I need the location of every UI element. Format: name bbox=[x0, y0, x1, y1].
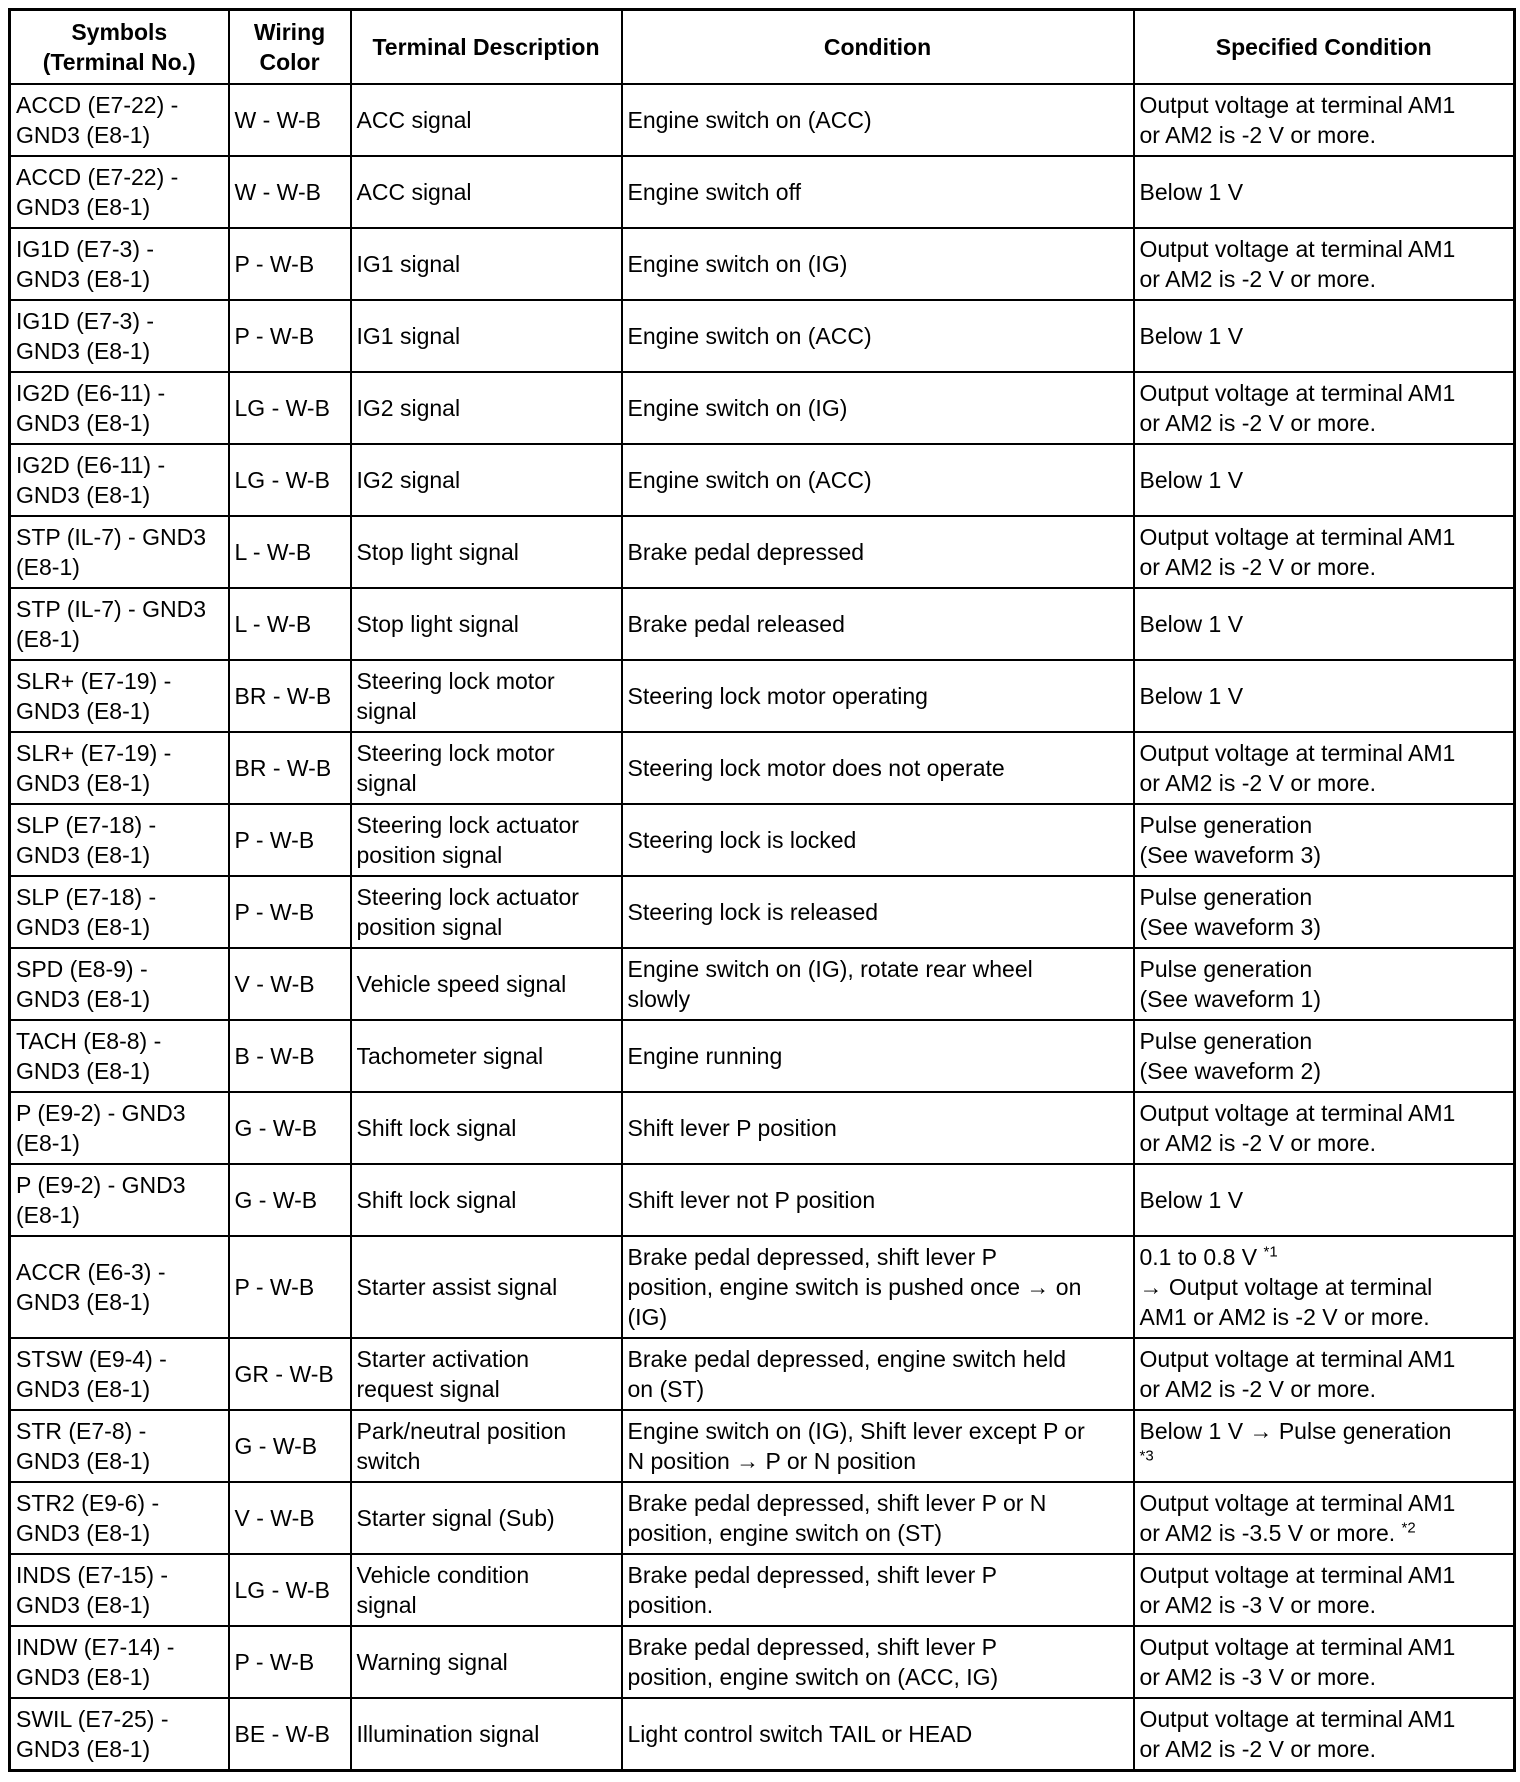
table-row bbox=[10, 84, 1515, 156]
cell-wiring-color: V - W-B bbox=[229, 948, 351, 1020]
cell-specified-condition: Below 1 V bbox=[1134, 300, 1515, 372]
cell-terminal-description: Starter activation request signal bbox=[351, 1338, 622, 1410]
cell-specified-condition: Below 1 V → Pulse generation $^{*3}$ bbox=[1134, 1410, 1515, 1482]
cell-condition: Shift lever P position bbox=[622, 1092, 1134, 1164]
cell-terminal-description: Stop light signal bbox=[351, 516, 622, 588]
cell-wiring-color: G - W-B bbox=[229, 1164, 351, 1236]
cell-terminal-description: Shift lock signal bbox=[351, 1092, 622, 1164]
cell-symbols: IG1D (E7-3) - GND3 (E8-1) bbox=[10, 228, 229, 300]
cell-terminal-description: Starter signal (Sub) bbox=[351, 1482, 622, 1554]
cell-condition: Engine switch on (IG) bbox=[622, 372, 1134, 444]
table-row bbox=[10, 444, 1515, 516]
cell-terminal-description: Steering lock motor signal bbox=[351, 732, 622, 804]
cell-symbols: IG1D (E7-3) - GND3 (E8-1) bbox=[10, 300, 229, 372]
table-row bbox=[10, 732, 1515, 804]
cell-symbols: TACH (E8-8) - GND3 (E8-1) bbox=[10, 1020, 229, 1092]
table-row bbox=[10, 1698, 1515, 1771]
cell-wiring-color: P - W-B bbox=[229, 804, 351, 876]
cell-terminal-description: ACC signal bbox=[351, 156, 622, 228]
header-terminal-description: Terminal Description bbox=[351, 10, 622, 85]
cell-wiring-color: P - W-B bbox=[229, 876, 351, 948]
cell-specified-condition: Output voltage at terminal AM1 or AM2 is -2 V or more. bbox=[1134, 516, 1515, 588]
cell-terminal-description: Park/neutral position switch bbox=[351, 1410, 622, 1482]
cell-wiring-color: L - W-B bbox=[229, 516, 351, 588]
cell-condition: Brake pedal depressed, shift lever P position. bbox=[622, 1554, 1134, 1626]
table-row bbox=[10, 948, 1515, 1020]
table-row bbox=[10, 1626, 1515, 1698]
cell-condition: Shift lever not P position bbox=[622, 1164, 1134, 1236]
cell-condition: Engine switch on (IG), rotate rear wheel slowly bbox=[622, 948, 1134, 1020]
cell-symbols: INDW (E7-14) - GND3 (E8-1) bbox=[10, 1626, 229, 1698]
cell-condition: Engine switch off bbox=[622, 156, 1134, 228]
header-row bbox=[10, 10, 1515, 85]
cell-condition: Steering lock is locked bbox=[622, 804, 1134, 876]
table-row bbox=[10, 516, 1515, 588]
cell-terminal-description: Steering lock actuator position signal bbox=[351, 876, 622, 948]
cell-symbols: SLP (E7-18) - GND3 (E8-1) bbox=[10, 804, 229, 876]
cell-wiring-color: BE - W-B bbox=[229, 1698, 351, 1771]
cell-symbols: STR (E7-8) - GND3 (E8-1) bbox=[10, 1410, 229, 1482]
cell-symbols: ACCD (E7-22) - GND3 (E8-1) bbox=[10, 156, 229, 228]
cell-specified-condition: Below 1 V bbox=[1134, 1164, 1515, 1236]
cell-wiring-color: G - W-B bbox=[229, 1092, 351, 1164]
header-condition: Condition bbox=[622, 10, 1134, 85]
cell-terminal-description: Tachometer signal bbox=[351, 1020, 622, 1092]
cell-wiring-color: GR - W-B bbox=[229, 1338, 351, 1410]
cell-specified-condition: Pulse generation (See waveform 3) bbox=[1134, 876, 1515, 948]
cell-terminal-description: Vehicle speed signal bbox=[351, 948, 622, 1020]
cell-wiring-color: P - W-B bbox=[229, 300, 351, 372]
cell-specified-condition: Below 1 V bbox=[1134, 660, 1515, 732]
cell-symbols: STP (IL-7) - GND3 (E8-1) bbox=[10, 588, 229, 660]
table-row bbox=[10, 300, 1515, 372]
cell-terminal-description: IG1 signal bbox=[351, 300, 622, 372]
table-row bbox=[10, 876, 1515, 948]
table-row bbox=[10, 1236, 1515, 1338]
cell-wiring-color: LG - W-B bbox=[229, 1554, 351, 1626]
cell-specified-condition: Pulse generation (See waveform 3) bbox=[1134, 804, 1515, 876]
cell-condition: Brake pedal depressed, engine switch held on (ST) bbox=[622, 1338, 1134, 1410]
cell-symbols: SLP (E7-18) - GND3 (E8-1) bbox=[10, 876, 229, 948]
cell-terminal-description: Starter assist signal bbox=[351, 1236, 622, 1338]
table-row bbox=[10, 1092, 1515, 1164]
cell-symbols: STR2 (E9-6) - GND3 (E8-1) bbox=[10, 1482, 229, 1554]
header-symbols: Symbols (Terminal No.) bbox=[10, 10, 229, 85]
cell-terminal-description: Vehicle condition signal bbox=[351, 1554, 622, 1626]
cell-condition: Brake pedal depressed, shift lever P position, engine switch on (ACC, IG) bbox=[622, 1626, 1134, 1698]
cell-condition: Engine switch on (IG) bbox=[622, 228, 1134, 300]
cell-specified-condition: Output voltage at terminal AM1 or AM2 is -2 V or more. bbox=[1134, 1338, 1515, 1410]
table-row bbox=[10, 1338, 1515, 1410]
cell-wiring-color: P - W-B bbox=[229, 1626, 351, 1698]
cell-symbols: INDS (E7-15) - GND3 (E8-1) bbox=[10, 1554, 229, 1626]
cell-wiring-color: W - W-B bbox=[229, 156, 351, 228]
table-row bbox=[10, 1164, 1515, 1236]
cell-terminal-description: Steering lock actuator position signal bbox=[351, 804, 622, 876]
cell-condition: Engine running bbox=[622, 1020, 1134, 1092]
cell-terminal-description: Shift lock signal bbox=[351, 1164, 622, 1236]
cell-symbols: SWIL (E7-25) - GND3 (E8-1) bbox=[10, 1698, 229, 1771]
cell-specified-condition: Below 1 V bbox=[1134, 588, 1515, 660]
cell-symbols: SPD (E8-9) - GND3 (E8-1) bbox=[10, 948, 229, 1020]
table-row bbox=[10, 588, 1515, 660]
cell-wiring-color: LG - W-B bbox=[229, 372, 351, 444]
cell-specified-condition: Output voltage at terminal AM1 or AM2 is -2 V or more. bbox=[1134, 372, 1515, 444]
cell-specified-condition: Pulse generation (See waveform 2) bbox=[1134, 1020, 1515, 1092]
cell-terminal-description: Steering lock motor signal bbox=[351, 660, 622, 732]
cell-symbols: ACCR (E6-3) - GND3 (E8-1) bbox=[10, 1236, 229, 1338]
cell-specified-condition: Output voltage at terminal AM1 or AM2 is -2 V or more. bbox=[1134, 84, 1515, 156]
cell-condition: Brake pedal depressed, shift lever P or N position, engine switch on (ST) bbox=[622, 1482, 1134, 1554]
cell-symbols: SLR+ (E7-19) - GND3 (E8-1) bbox=[10, 732, 229, 804]
cell-condition: Brake pedal released bbox=[622, 588, 1134, 660]
cell-symbols: STP (IL-7) - GND3 (E8-1) bbox=[10, 516, 229, 588]
terminal-spec-sheet bbox=[8, 8, 1513, 1772]
cell-specified-condition: Output voltage at terminal AM1 or AM2 is -2 V or more. bbox=[1134, 1698, 1515, 1771]
cell-condition: Engine switch on (ACC) bbox=[622, 444, 1134, 516]
table-row bbox=[10, 804, 1515, 876]
cell-condition: Engine switch on (IG), Shift lever except P or N position → P or N position bbox=[622, 1410, 1134, 1482]
cell-condition: Engine switch on (ACC) bbox=[622, 300, 1134, 372]
header-wiring-color: Wiring Color bbox=[229, 10, 351, 85]
table-row bbox=[10, 660, 1515, 732]
cell-terminal-description: IG1 signal bbox=[351, 228, 622, 300]
cell-terminal-description: IG2 signal bbox=[351, 444, 622, 516]
cell-specified-condition: Output voltage at terminal AM1 or AM2 is -2 V or more. bbox=[1134, 732, 1515, 804]
cell-wiring-color: BR - W-B bbox=[229, 732, 351, 804]
cell-terminal-description: IG2 signal bbox=[351, 372, 622, 444]
header-specified-condition: Specified Condition bbox=[1134, 10, 1515, 85]
cell-terminal-description: ACC signal bbox=[351, 84, 622, 156]
table-row bbox=[10, 228, 1515, 300]
cell-wiring-color: P - W-B bbox=[229, 228, 351, 300]
cell-specified-condition: Output voltage at terminal AM1 or AM2 is -3 V or more. bbox=[1134, 1554, 1515, 1626]
cell-wiring-color: P - W-B bbox=[229, 1236, 351, 1338]
cell-symbols: IG2D (E6-11) - GND3 (E8-1) bbox=[10, 444, 229, 516]
table-row bbox=[10, 1554, 1515, 1626]
cell-symbols: ACCD (E7-22) - GND3 (E8-1) bbox=[10, 84, 229, 156]
table-row bbox=[10, 1482, 1515, 1554]
cell-specified-condition: Output voltage at terminal AM1 or AM2 is -2 V or more. bbox=[1134, 1092, 1515, 1164]
cell-condition: Steering lock motor operating bbox=[622, 660, 1134, 732]
cell-terminal-description: Stop light signal bbox=[351, 588, 622, 660]
cell-wiring-color: G - W-B bbox=[229, 1410, 351, 1482]
cell-terminal-description: Illumination signal bbox=[351, 1698, 622, 1771]
cell-condition: Engine switch on (ACC) bbox=[622, 84, 1134, 156]
cell-symbols: P (E9-2) - GND3 (E8-1) bbox=[10, 1092, 229, 1164]
cell-symbols: SLR+ (E7-19) - GND3 (E8-1) bbox=[10, 660, 229, 732]
cell-specified-condition: Output voltage at terminal AM1 or AM2 is -3.5 V or more. $^{*2}$ bbox=[1134, 1482, 1515, 1554]
cell-wiring-color: B - W-B bbox=[229, 1020, 351, 1092]
cell-specified-condition: Below 1 V bbox=[1134, 444, 1515, 516]
cell-wiring-color: BR - W-B bbox=[229, 660, 351, 732]
cell-specified-condition: Output voltage at terminal AM1 or AM2 is -3 V or more. bbox=[1134, 1626, 1515, 1698]
footnote-marker: *3 bbox=[1139, 1447, 1154, 1465]
cell-condition: Light control switch TAIL or HEAD bbox=[622, 1698, 1134, 1771]
table-row bbox=[10, 1410, 1515, 1482]
cell-wiring-color: V - W-B bbox=[229, 1482, 351, 1554]
cell-specified-condition: 0.1 to 0.8 V $^{*1}$ → Output voltage at terminal AM1 or AM2 is -2 V or more. bbox=[1134, 1236, 1515, 1338]
cell-specified-condition: Output voltage at terminal AM1 or AM2 is -2 V or more. bbox=[1134, 228, 1515, 300]
footnote-marker: *2 bbox=[1401, 1519, 1416, 1537]
table-row bbox=[10, 156, 1515, 228]
cell-specified-condition: Below 1 V bbox=[1134, 156, 1515, 228]
cell-wiring-color: W - W-B bbox=[229, 84, 351, 156]
cell-condition: Steering lock motor does not operate bbox=[622, 732, 1134, 804]
cell-condition: Brake pedal depressed bbox=[622, 516, 1134, 588]
cell-condition: Steering lock is released bbox=[622, 876, 1134, 948]
footnote-marker: *1 bbox=[1263, 1243, 1278, 1261]
cell-specified-condition: Pulse generation (See waveform 1) bbox=[1134, 948, 1515, 1020]
cell-wiring-color: L - W-B bbox=[229, 588, 351, 660]
cell-condition: Brake pedal depressed, shift lever P position, engine switch is pushed once → on (IG) bbox=[622, 1236, 1134, 1338]
cell-symbols: STSW (E9-4) - GND3 (E8-1) bbox=[10, 1338, 229, 1410]
cell-wiring-color: LG - W-B bbox=[229, 444, 351, 516]
cell-symbols: P (E9-2) - GND3 (E8-1) bbox=[10, 1164, 229, 1236]
table-row bbox=[10, 1020, 1515, 1092]
terminal-spec-table bbox=[8, 8, 1516, 1772]
cell-symbols: IG2D (E6-11) - GND3 (E8-1) bbox=[10, 372, 229, 444]
table-row bbox=[10, 372, 1515, 444]
cell-terminal-description: Warning signal bbox=[351, 1626, 622, 1698]
